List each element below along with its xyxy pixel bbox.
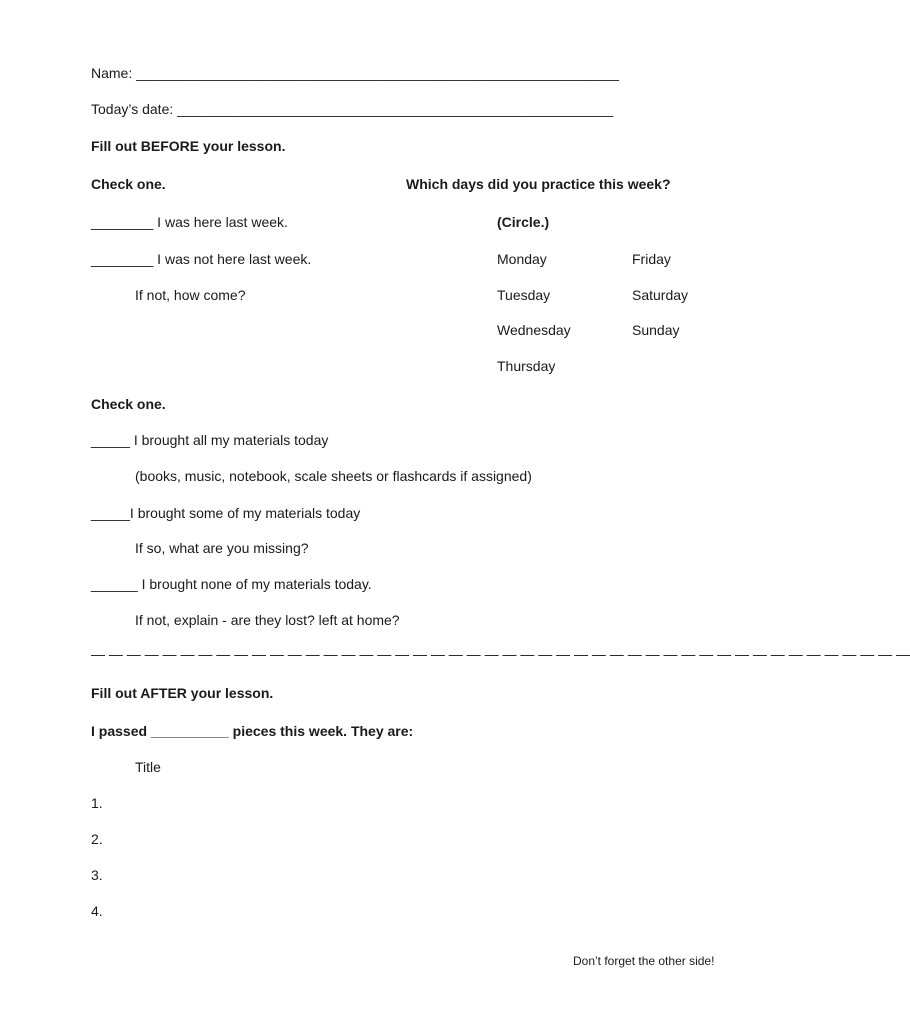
circle-instruction: (Circle.)	[497, 214, 550, 230]
option-here-last-week[interactable]: ________ I was here last week.	[91, 214, 288, 230]
day-wednesday[interactable]: Wednesday	[497, 322, 571, 338]
name-line[interactable]: Name: ______________________________________________________________	[91, 65, 619, 81]
passed-pieces-line[interactable]: I passed __________ pieces this week. They are:	[91, 723, 414, 739]
list-item[interactable]: 3.	[91, 867, 103, 883]
day-thursday[interactable]: Thursday	[497, 358, 556, 374]
date-line[interactable]: Today’s date: ________________________________________________________	[91, 101, 614, 117]
title-label: Title	[135, 759, 161, 775]
all-materials-detail: (books, music, notebook, scale sheets or flashcards if assigned)	[135, 468, 532, 484]
missing-prompt: If so, what are you missing?	[135, 540, 309, 556]
option-no-materials[interactable]: ______ I brought none of my materials today.	[91, 576, 372, 592]
list-item[interactable]: 4.	[91, 903, 103, 919]
section-divider: — — — — — — — — — — — — — — — — — — — — — — — — — — — — — — — — — — — — — — — — — — — — — —	[91, 646, 910, 662]
footer-reminder: Don’t forget the other side!	[573, 954, 715, 968]
before-heading: Fill out BEFORE your lesson.	[91, 138, 286, 154]
list-item[interactable]: 2.	[91, 831, 103, 847]
after-heading: Fill out AFTER your lesson.	[91, 685, 274, 701]
option-all-materials[interactable]: _____ I brought all my materials today	[91, 432, 329, 448]
option-not-here-last-week[interactable]: ________ I was not here last week.	[91, 251, 312, 267]
attendance-heading: Check one.	[91, 176, 166, 192]
practice-heading: Which days did you practice this week?	[406, 176, 671, 192]
option-some-materials[interactable]: _____I brought some of my materials today	[91, 505, 361, 521]
if-not-how-come: If not, how come?	[135, 287, 246, 303]
list-item[interactable]: 1.	[91, 795, 103, 811]
explain-prompt: If not, explain - are they lost? left at home?	[135, 612, 400, 628]
day-monday[interactable]: Monday	[497, 251, 547, 267]
day-sunday[interactable]: Sunday	[632, 322, 680, 338]
day-friday[interactable]: Friday	[632, 251, 671, 267]
day-saturday[interactable]: Saturday	[632, 287, 689, 303]
day-tuesday[interactable]: Tuesday	[497, 287, 551, 303]
materials-heading: Check one.	[91, 396, 166, 412]
